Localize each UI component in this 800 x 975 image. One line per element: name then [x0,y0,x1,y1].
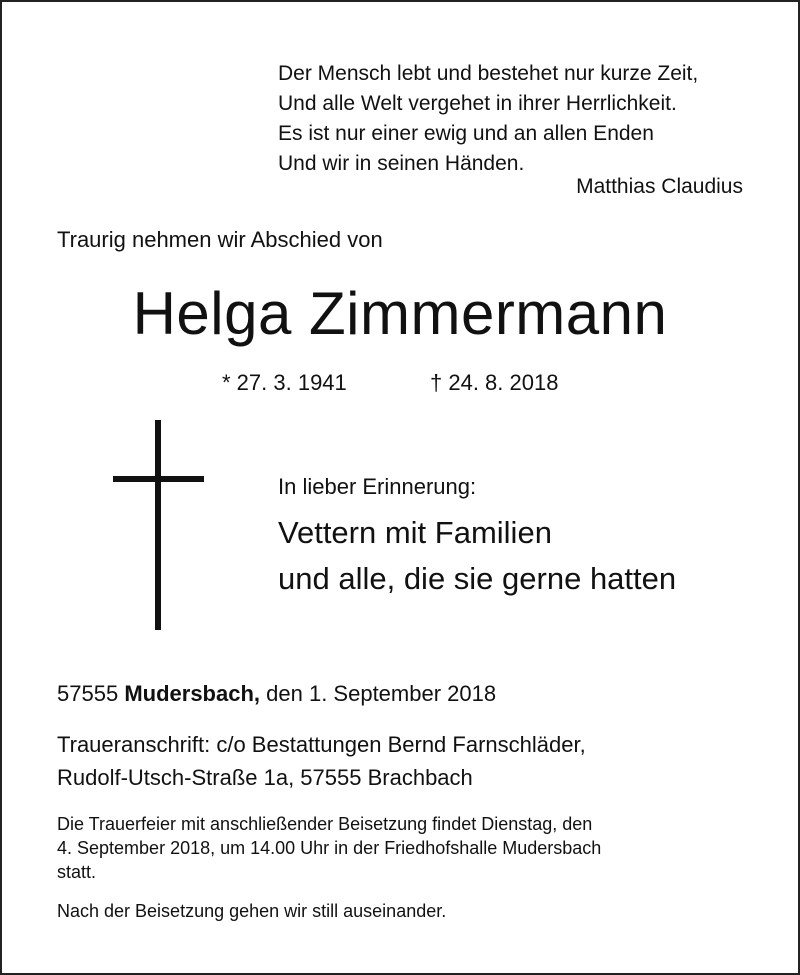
address-line: Traueranschrift: c/o Bestattungen Bernd Farnschläder, [57,732,586,757]
poem-line: Und alle Welt vergehet in ihrer Herrlichkeit. [278,92,677,115]
place-date [57,681,496,707]
ceremony-info [57,812,757,884]
poem-line: Es ist nur einer ewig und an allen Enden [278,122,654,145]
mourners [278,510,676,602]
memory-label: In lieber Erinnerung: [278,474,477,499]
cross-icon-bar [113,476,204,482]
mourners-line: Vettern mit Familien [278,515,552,550]
cross-icon [155,420,161,630]
closing-text: Nach der Beisetzung gehen wir still auseinander. [57,901,447,921]
death-date: † 24. 8. 2018 [430,370,559,395]
intro-text: Traurig nehmen wir Abschied von [57,227,383,252]
mourners-line: und alle, die sie gerne hatten [278,561,677,596]
poem-line: Und wir in seinen Händen. [278,152,525,175]
poem-author: Matthias Claudius [576,175,743,198]
ceremony-line: statt. [57,862,97,882]
town: Mudersbach, [124,681,261,706]
birth-date: * 27. 3. 1941 [222,370,347,395]
poem [278,59,698,179]
poem-line: Der Mensch lebt und bestehet nur kurze Zeit, [278,62,699,85]
address-line: Rudolf-Utsch-Straße 1a, 57555 Brachbach [57,765,473,790]
postcode: 57555 [57,681,119,706]
date: den 1. September 2018 [266,681,497,706]
ceremony-line: 4. September 2018, um 14.00 Uhr in der Friedhofshalle Mudersbach [57,838,602,858]
mourning-address [57,728,586,794]
deceased-name: Helga Zimmermann [132,280,668,347]
ceremony-line: Die Trauerfeier mit anschließender Beisetzung findet Dienstag, den [57,814,593,834]
